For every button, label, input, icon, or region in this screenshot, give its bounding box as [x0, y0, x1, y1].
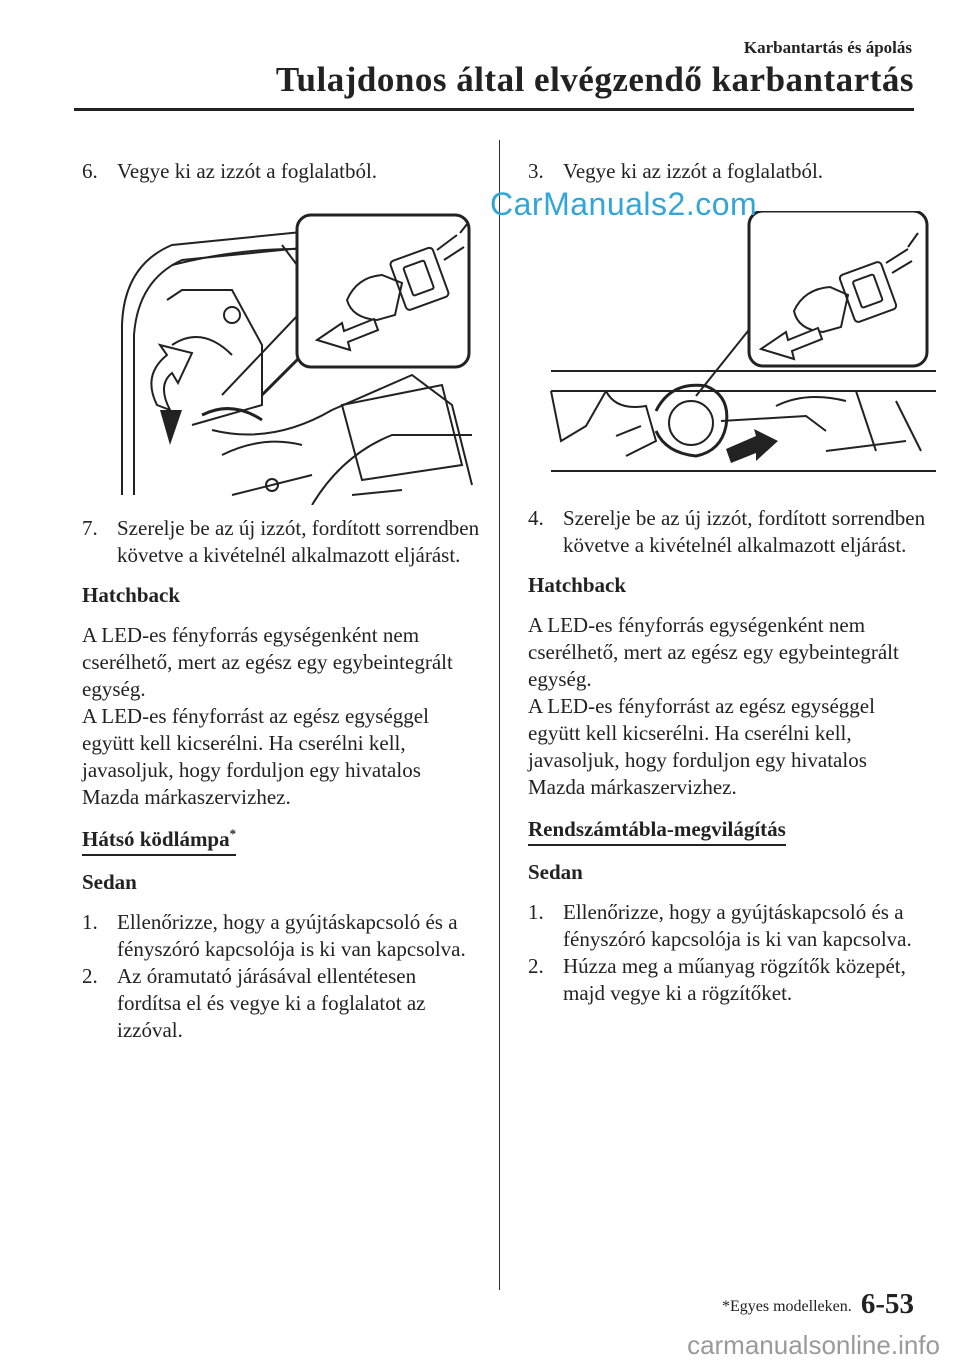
- hatchback-paragraph-2: A LED-es fényforrást az egész egységgel együtt kell kicserélni. Ha cserélni kell, javasoljuk, hogy forduljon egy hivatalos Mazda márkaszervizhez.: [528, 694, 875, 799]
- step-number: 4.: [528, 506, 544, 530]
- step-number: 1.: [528, 900, 544, 924]
- hatchback-heading: Hatchback: [528, 573, 627, 597]
- watermark-bottom: carmanualsonline.info: [687, 1330, 940, 1360]
- page-number: 6-53: [860, 1288, 914, 1320]
- watermark-top: CarManuals2.com: [490, 186, 758, 222]
- step-1: [82, 909, 482, 963]
- step-text: Szerelje be az új izzót, fordított sorrendben követve a kivételnél alkalmazott eljárást.: [117, 516, 480, 567]
- column-divider: [499, 140, 500, 1290]
- step-6: [82, 158, 482, 185]
- sedan-heading: Sedan: [528, 860, 583, 884]
- step-text: Ellenőrizze, hogy a gyújtáskapcsoló és a fényszóró kapcsolója is ki van kapcsolva.: [563, 900, 912, 951]
- step-3: [528, 158, 928, 185]
- right-column: [528, 158, 928, 1007]
- section-title-text: Hátsó ködlámpa: [82, 827, 230, 851]
- step-text: Ellenőrizze, hogy a gyújtáskapcsoló és a fényszóró kapcsolója is ki van kapcsolva.: [117, 910, 466, 961]
- hatchback-paragraph-1: A LED-es fényforrás egységenként nem cserélhető, mert az egész egy egybeintegrált egység.: [82, 623, 453, 701]
- sedan-heading: Sedan: [82, 870, 137, 894]
- hatchback-heading: Hatchback: [82, 583, 181, 607]
- hatchback-paragraph-2: A LED-es fényforrást az egész egységgel együtt kell kicserélni. Ha cserélni kell, javasoljuk, hogy forduljon egy hivatalos Mazda márkaszervizhez.: [82, 704, 429, 809]
- hatchback-paragraph-1: A LED-es fényforrás egységenként nem cserélhető, mert az egész egy egybeintegrált egység.: [528, 613, 899, 691]
- step-text: Vegye ki az izzót a foglalatból.: [117, 159, 378, 183]
- section-title-rear-fog-lamp: [82, 826, 236, 856]
- step-number: 1.: [82, 910, 98, 934]
- model-marker: *: [229, 826, 237, 841]
- footnote: *Egyes modelleken.: [722, 1298, 852, 1315]
- step-4: [528, 505, 928, 559]
- step-number: 6.: [82, 159, 98, 183]
- step-text: Húzza meg a műanyag rögzítők közepét, majd vegye ki a rögzítőket.: [563, 954, 906, 1005]
- left-column: [82, 158, 482, 1044]
- step-1: [528, 899, 928, 953]
- step-text: Az óramutató járásával ellentétesen fordítsa el és vegye ki a foglalatot az izzóval.: [117, 964, 426, 1042]
- step-2: [528, 953, 928, 1007]
- step-number: 7.: [82, 516, 98, 540]
- header-rule: [74, 108, 914, 111]
- step-text: Szerelje be az új izzót, fordított sorrendben követve a kivételnél alkalmazott eljárást.: [563, 506, 926, 557]
- step-number: 2.: [528, 954, 544, 978]
- figure-rear-fog-socket: [112, 205, 492, 505]
- step-text: Vegye ki az izzót a foglalatból.: [563, 159, 824, 183]
- step-7: [82, 515, 482, 569]
- step-number: 2.: [82, 964, 98, 988]
- figure-license-plate-socket: [546, 211, 946, 491]
- header-section: Karbantartás és ápolás: [743, 38, 912, 57]
- page-title: Tulajdonos által elvégzendő karbantartás: [275, 60, 914, 99]
- step-number: 3.: [528, 159, 544, 183]
- section-title-license-plate-light: Rendszámtábla-megvilágítás: [528, 816, 786, 846]
- step-2: [82, 963, 482, 1044]
